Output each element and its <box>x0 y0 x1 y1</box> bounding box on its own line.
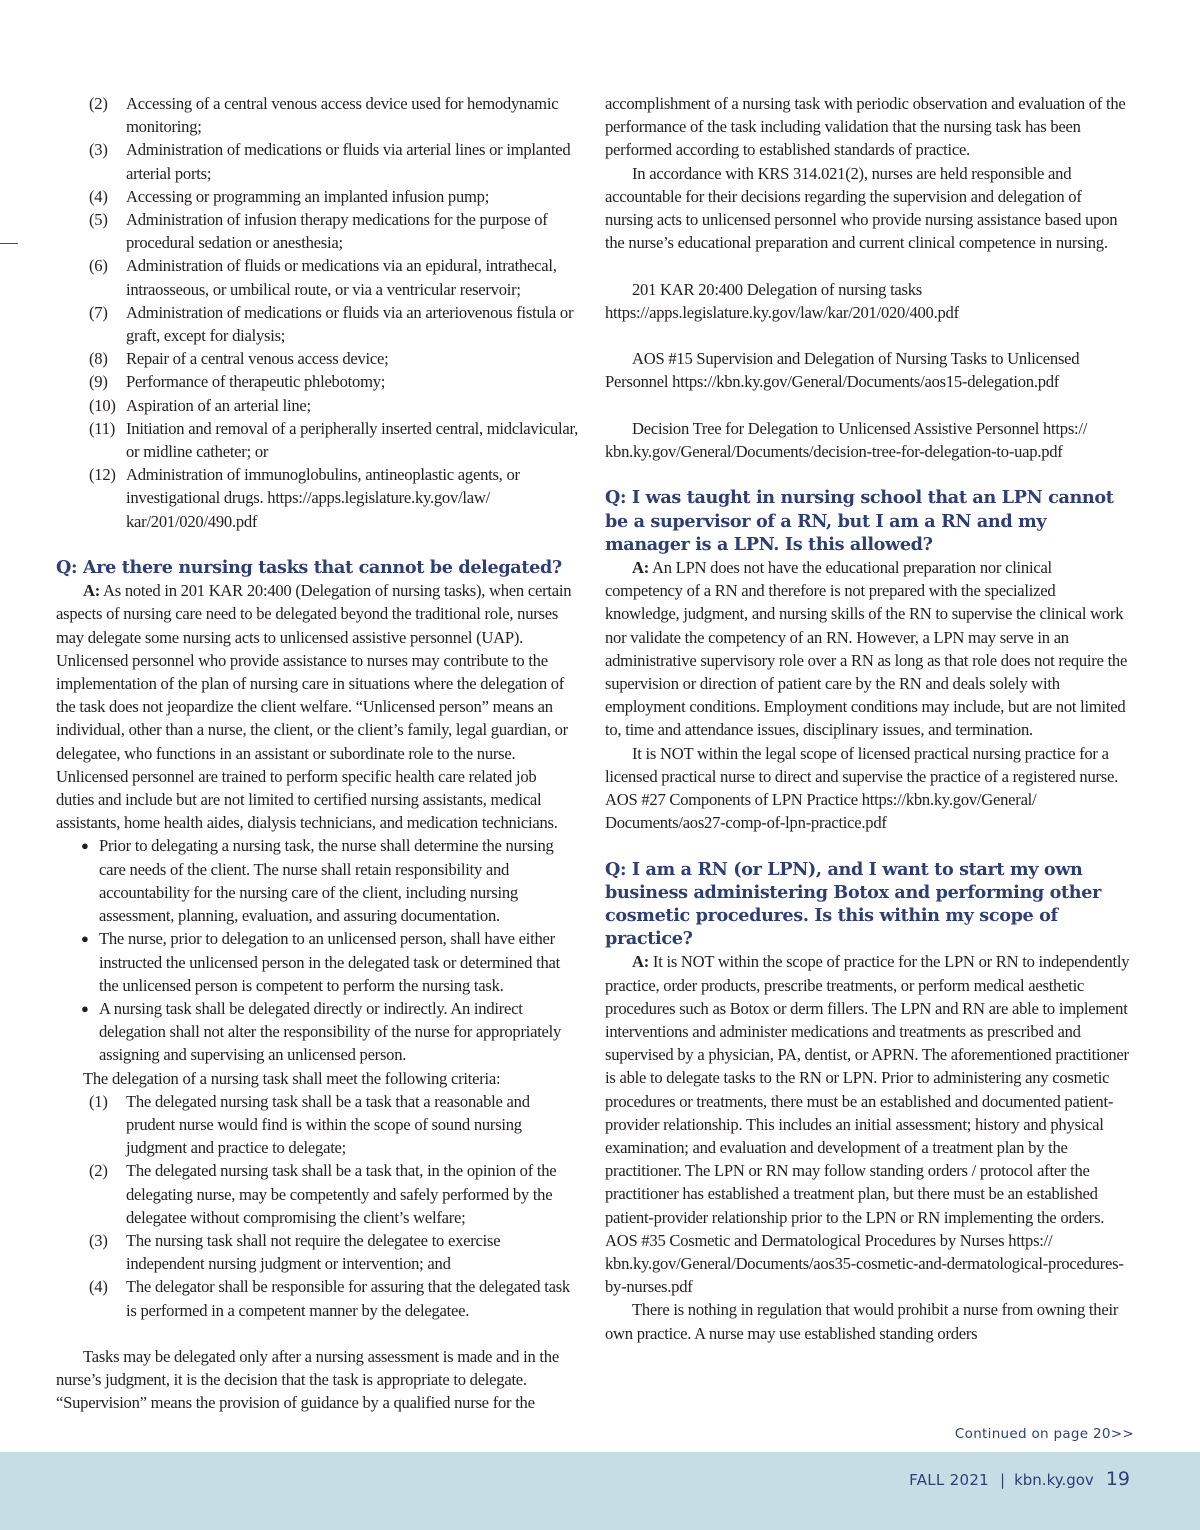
krs-paragraph: In accordance with KRS 314.021(2), nurses are held responsible and accountable for their decisions regarding the supervision and delegation of nursing acts to unlicensed personnel who provide nursing assistance based upon the nurse’s educational preparation and current clinical competence in nursing. <box>605 163 1118 253</box>
criteria-list <box>56 1090 578 1322</box>
bullet-icon: ● <box>81 931 89 947</box>
spacer <box>605 834 1131 857</box>
question-heading: Q: I am a RN (or LPN), and I want to start my own business administering Botox and performing other cosmetic procedures. Is this within my scope of practice? <box>605 858 1101 950</box>
list-item: (4) Accessing or programming an implanted infusion pump; <box>89 186 490 206</box>
list-item: (2) Accessing of a central venous access device used for hemodynamic monitoring; <box>89 94 559 137</box>
site-link[interactable]: kbn.ky.gov <box>1014 1471 1094 1489</box>
spacer <box>605 254 1131 277</box>
question-heading: Q: I was taught in nursing school that an LPN cannot be a supervisor of a RN, but I am a RN and my manager is a LPN. Is this allowed? <box>605 487 1114 555</box>
list-item: ● The nurse, prior to delegation to an unlicensed person, shall have either instructed the unlicensed person in the delegated task or determined that the unlicensed person is competent to perform the nursing task. <box>81 929 560 995</box>
lpn-scope-paragraph: It is NOT within the legal scope of licensed practical nursing practice for a licensed practical nurse to direct and supervise the practice of a registered nurse. AOS #27 Components of LPN Practice https://kbn.ky.gov/General/ Documents/aos27-comp-of-lpn-practice.pdf <box>605 743 1118 833</box>
supervision-paragraph: Tasks may be delegated only after a nursing assessment is made and in the nurse’s judgment, it is the decision that the task is appropriate to delegate. “Supervision” means the provision of guidance by a qualified nurse for the <box>56 1346 559 1413</box>
reference-link[interactable]: 201 KAR 20:400 Delegation of nursing tasks https://apps.legislature.ky.gov/law/kar/201/020/400.pdf <box>605 279 959 322</box>
list-item: (11) Initiation and removal of a peripherally inserted central, midclavicular, or midline catheter; or <box>89 418 578 462</box>
answer-paragraph: A: As noted in 201 KAR 20:400 (Delegation of nursing tasks), when certain aspects of nursing care need to be delegated beyond the traditional role, nurses may delegate some nursing acts to unlicensed assistive personnel (UAP). Unlicensed personnel who provide assistance to nurses may contribute to the implementation of the plan of nursing care in situations where the delegation of the task does not jeopardize the client welfare. “Unlicensed person” means an individual, other than a nurse, the client, or the client’s family, legal guardian, or delegatee, who functions in an assistant or subordinate role to the nurse. Unlicensed personnel are trained to perform specific health care related job duties and include but are not limited to certified nursing assistants, medical assistants, home health aides, dialysis technicians, and medication technicians. <box>56 581 572 833</box>
criteria-intro: The delegation of a nursing task shall meet the following criteria: <box>83 1068 501 1088</box>
bullet-icon: ● <box>81 838 89 854</box>
list-item: ● Prior to delegating a nursing task, the nurse shall determine the nursing care needs of the client. The nurse shall retain responsibility and accountability for the nursing care of the client, including nursing assessment, planning, evaluation, and assuring documentation. <box>81 836 554 926</box>
spacer <box>605 324 1131 347</box>
page-number: 19 <box>1105 1468 1130 1490</box>
answer-paragraph: A: An LPN does not have the educational preparation nor clinical competency of a RN and therefore is not prepared with the specialized knowledge, judgment, and nursing skills of the RN to supervise the clinical work nor validate the competency of an RN. However, a LPN may serve in an administrative supervisory role over a RN as long as that role does not require the supervision or direction of patient care by the RN and deals solely with employment conditions. Employment conditions may include, but are not limited to, time and attendance issues, disciplinary issues, and termination. <box>605 558 1128 740</box>
list-item: (12) Administration of immunoglobulins, antineoplastic agents, or investigational drugs. https://apps.legislature.ky.gov/law/ kar/201/020/490.pdf <box>89 465 520 531</box>
list-item: (2) The delegated nursing task shall be a task that, in the opinion of the delegating nurse, may be competently and safely performed by the delegatee without compromising the client’s welfare; <box>89 1161 557 1227</box>
spacer <box>56 1322 578 1345</box>
list-item: (5) Administration of infusion therapy medications for the purpose of procedural sedation or anesthesia; <box>89 210 548 253</box>
restricted-tasks-list <box>56 92 578 533</box>
list-item: (9) Performance of therapeutic phlebotomy; <box>89 372 386 392</box>
list-item: (8) Repair of a central venous access device; <box>89 349 389 369</box>
footer <box>909 1468 1130 1490</box>
list-item: (3) Administration of medications or fluids via arterial lines or implanted arterial ports; <box>89 140 571 183</box>
list-item: ● A nursing task shall be delegated directly or indirectly. An indirect delegation shall not alter the responsibility of the nurse for appropriately assigning and supervising an unlicensed person. <box>81 998 562 1065</box>
issue-label: FALL 2021 <box>909 1471 990 1489</box>
spacer <box>56 533 578 556</box>
answer-mark: A: <box>83 581 101 601</box>
continued-note[interactable]: Continued on page 20>> <box>954 1426 1134 1442</box>
continuation-paragraph: accomplishment of a nursing task with periodic observation and evaluation of the performance of the task including validation that the nursing task has been performed according to established standards of practice. <box>605 94 1126 160</box>
reference-link[interactable]: Decision Tree for Delegation to Unlicensed Assistive Personnel https:// kbn.ky.gov/General/Documents/decision-tree-for-delegation-to-uap.pdf <box>605 418 1088 461</box>
page-edge-mark <box>0 243 18 244</box>
reference-link[interactable]: AOS #15 Supervision and Delegation of Nursing Tasks to Unlicensed Personnel https://kbn.ky.gov/General/Documents/aos15-delegation.pdf <box>605 349 1080 392</box>
left-column <box>56 92 578 1415</box>
right-column <box>605 92 1131 1345</box>
footer-separator: | <box>1000 1471 1006 1489</box>
list-item: (6) Administration of fluids or medications via an epidural, intrathecal, intraosseous, or umbilical route, or via a ventricular reservoir; <box>89 256 557 299</box>
ownership-paragraph: There is nothing in regulation that would prohibit a nurse from owning their own practice. A nurse may use established standing orders <box>605 1300 1119 1343</box>
footer-band <box>0 1452 1200 1530</box>
list-item: (1) The delegated nursing task shall be a task that a reasonable and prudent nurse would find is within the scope of sound nursing judgment and practice to delegate; <box>89 1091 530 1158</box>
list-item: (7) Administration of medications or fluids via an arteriovenous fistula or graft, except for dialysis; <box>89 302 574 346</box>
delegation-bullets <box>56 834 578 1066</box>
list-item: (10) Aspiration of an arterial line; <box>89 395 311 415</box>
list-item: (3) The nursing task shall not require the delegatee to exercise independent nursing judgment or intervention; and <box>89 1230 501 1274</box>
spacer <box>605 463 1131 486</box>
bullet-icon: ● <box>81 1000 89 1016</box>
list-item: (4) The delegator shall be responsible for assuring that the delegated task is performed in a competent manner by the delegatee. <box>89 1277 570 1320</box>
question-heading: Q: Are there nursing tasks that cannot be delegated? <box>56 557 562 579</box>
answer-mark: A: <box>632 952 650 972</box>
answer-paragraph: A: It is NOT within the scope of practice for the LPN or RN to independently practice, order products, prescribe treatments, or perform medical aesthetic procedures such as Botox or derm fillers. The LPN and RN are able to implement interventions and administer medications and treatments as prescribed and supervised by a physician, PA, dentist, or APRN. The aforementioned practitioner is able to delegate tasks to the RN or LPN. Prior to administering any cosmetic procedures or treatments, there must be an established and documented patient-provider relationship. This includes an initial assessment; history and physical examination; and evaluation and development of a treatment plan by the practitioner. The LPN or RN may follow standing orders / protocol after the practitioner has established a treatment plan, but there must be an established patient-provider relationship prior to the LPN or RN implementing the orders. AOS #35 Cosmetic and Dermatological Procedures by Nurses https:// kbn.ky.gov/General/Documents/aos35-cosmetic-and-dermatological-procedures-by-nurses.pdf <box>605 952 1130 1297</box>
spacer <box>605 394 1131 417</box>
answer-mark: A: <box>632 558 650 577</box>
